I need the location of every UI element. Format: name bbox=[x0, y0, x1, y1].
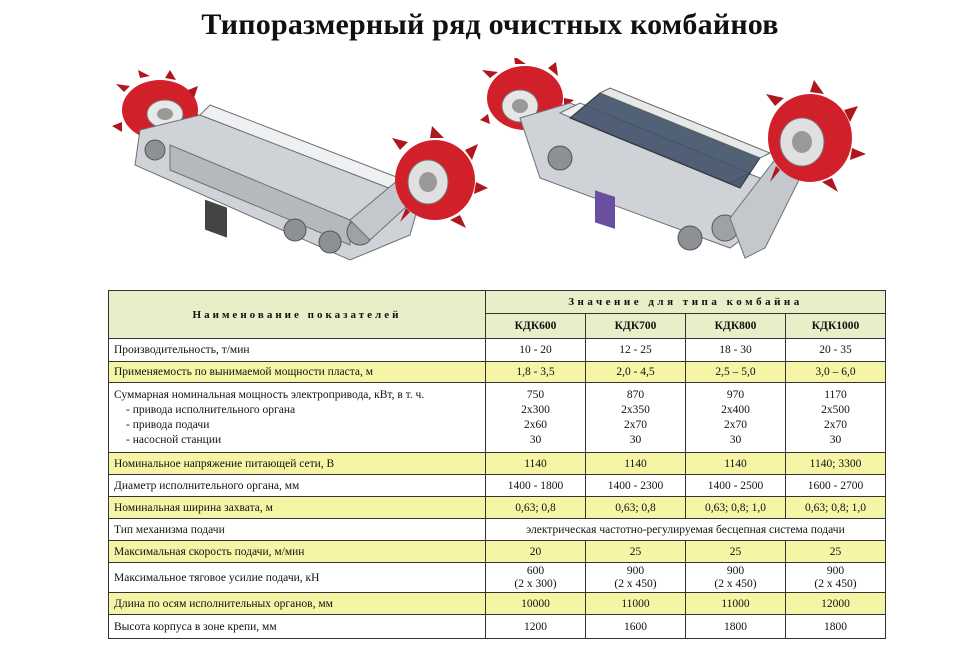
table-row bbox=[109, 541, 886, 563]
cell-value: 10 - 20 bbox=[486, 339, 586, 362]
model-header: КДК1000 bbox=[786, 314, 886, 339]
row-label: Тип механизма подачи bbox=[109, 519, 486, 541]
table-row bbox=[109, 362, 886, 383]
cell-value-group bbox=[686, 383, 786, 453]
row-label: Длина по осям исполнительных органов, мм bbox=[109, 593, 486, 615]
cell-value: 20 bbox=[486, 541, 586, 563]
cell-value: 3,0 – 6,0 bbox=[786, 362, 886, 383]
cell-value: 900 bbox=[726, 564, 745, 577]
cell-value: 0,63; 0,8 bbox=[486, 497, 586, 519]
cell-value: 1600 - 2700 bbox=[786, 475, 886, 497]
model-header: КДК600 bbox=[486, 314, 586, 339]
cell-value: 2х60 bbox=[524, 418, 547, 431]
cell-value: 1140 bbox=[586, 453, 686, 475]
cell-value: 12 - 25 bbox=[586, 339, 686, 362]
cell-value: 25 bbox=[686, 541, 786, 563]
cell-value: 1400 - 1800 bbox=[486, 475, 586, 497]
machine-body bbox=[135, 105, 430, 260]
cell-value-group bbox=[486, 383, 586, 453]
cell-value: 2,0 - 4,5 bbox=[586, 362, 686, 383]
cell-value: 2,5 – 5,0 bbox=[686, 362, 786, 383]
table-row bbox=[109, 563, 886, 593]
cell-value: 1,8 - 3,5 bbox=[486, 362, 586, 383]
cell-value: 30 bbox=[829, 433, 842, 446]
cell-value: 0,63; 0,8; 1,0 bbox=[686, 497, 786, 519]
row-label: Максимальное тяговое усилие подачи, кН bbox=[109, 563, 486, 593]
cell-value: 1800 bbox=[686, 615, 786, 639]
header-name: Наименование показателей bbox=[109, 291, 486, 339]
cell-value: 20 - 35 bbox=[786, 339, 886, 362]
cell-value: (2 х 300) bbox=[514, 577, 557, 590]
row-label: Высота корпуса в зоне крепи, мм bbox=[109, 615, 486, 639]
cell-value: 1140 bbox=[686, 453, 786, 475]
model-header: КДК800 bbox=[686, 314, 786, 339]
cell-value: 30 bbox=[629, 433, 642, 446]
cell-value: 18 - 30 bbox=[686, 339, 786, 362]
row-label: Применяемость по вынимаемой мощности пласта, м bbox=[109, 362, 486, 383]
cell-value: 2х70 bbox=[724, 418, 747, 431]
cell-value: 11000 bbox=[586, 593, 686, 615]
cell-value: 600 bbox=[526, 564, 545, 577]
cell-value: 2х500 bbox=[821, 403, 850, 416]
row-label: Номинальное напряжение питающей сети, В bbox=[109, 453, 486, 475]
table-row bbox=[109, 383, 886, 453]
cell-value: 2х400 bbox=[721, 403, 750, 416]
cell-value: 12000 bbox=[786, 593, 886, 615]
row-label: Максимальная скорость подачи, м/мин bbox=[109, 541, 486, 563]
cell-value: 1400 - 2500 bbox=[686, 475, 786, 497]
cell-value: 1140; 3300 bbox=[786, 453, 886, 475]
cell-value: 1200 bbox=[486, 615, 586, 639]
cell-value: 1170 bbox=[824, 388, 847, 401]
cell-value: 870 bbox=[626, 388, 645, 401]
cell-value: 2х70 bbox=[824, 418, 847, 431]
cell-value: 10000 bbox=[486, 593, 586, 615]
cell-value: электрическая частотно-регулируемая бесцепная система подачи bbox=[486, 519, 886, 541]
row-sublabel: - привода подачи bbox=[126, 418, 210, 431]
cell-value: 970 bbox=[726, 388, 745, 401]
cell-value: 30 bbox=[529, 433, 542, 446]
cell-value: (2 х 450) bbox=[614, 577, 657, 590]
table-row bbox=[109, 453, 886, 475]
shearer-closed-icon bbox=[110, 70, 490, 280]
table-header-row bbox=[109, 291, 886, 314]
cell-value-group bbox=[586, 383, 686, 453]
row-sublabel: - привода исполнительного органа bbox=[126, 403, 296, 416]
page-title: Типоразмерный ряд очистных комбайнов bbox=[201, 8, 779, 41]
cell-value: (2 х 450) bbox=[714, 577, 757, 590]
table-row bbox=[109, 519, 886, 541]
cell-value: 2х300 bbox=[521, 403, 550, 416]
table-row bbox=[109, 497, 886, 519]
cell-value: 2х70 bbox=[624, 418, 647, 431]
cell-value: 750 bbox=[526, 388, 545, 401]
cell-value-group bbox=[786, 383, 886, 453]
cell-value: 11000 bbox=[686, 593, 786, 615]
table-row bbox=[109, 615, 886, 639]
cell-value: 1600 bbox=[586, 615, 686, 639]
row-sublabel: - насосной станции bbox=[126, 433, 222, 446]
table-row bbox=[109, 593, 886, 615]
cell-value: 900 bbox=[826, 564, 845, 577]
cell-value-group bbox=[586, 563, 686, 593]
cell-value-group bbox=[686, 563, 786, 593]
cell-value: 1400 - 2300 bbox=[586, 475, 686, 497]
right-cutting-drum bbox=[392, 126, 488, 228]
cell-value: 30 bbox=[729, 433, 742, 446]
table-row bbox=[109, 475, 886, 497]
cell-value: 900 bbox=[626, 564, 645, 577]
model-header: КДК700 bbox=[586, 314, 686, 339]
cell-value-group bbox=[786, 563, 886, 593]
specs-table bbox=[108, 290, 886, 639]
row-label: Суммарная номинальная мощность электропривода, кВт, в т. ч. bbox=[114, 388, 425, 401]
cell-value: (2 х 450) bbox=[814, 577, 857, 590]
cell-value: 1140 bbox=[486, 453, 586, 475]
header-values: Значение для типа комбайна bbox=[486, 291, 886, 314]
cell-value: 2х350 bbox=[621, 403, 650, 416]
cell-value: 1800 bbox=[786, 615, 886, 639]
cell-value: 25 bbox=[586, 541, 686, 563]
cell-value-group bbox=[486, 563, 586, 593]
cell-value: 0,63; 0,8; 1,0 bbox=[786, 497, 886, 519]
row-label-group bbox=[109, 383, 486, 453]
table-row bbox=[109, 339, 886, 362]
cell-value: 0,63; 0,8 bbox=[586, 497, 686, 519]
row-label: Номинальная ширина захвата, м bbox=[109, 497, 486, 519]
row-label: Производительность, т/мин bbox=[109, 339, 486, 362]
row-label: Диаметр исполнительного органа, мм bbox=[109, 475, 486, 497]
shearer-open-icon bbox=[480, 58, 870, 283]
cell-value: 25 bbox=[786, 541, 886, 563]
